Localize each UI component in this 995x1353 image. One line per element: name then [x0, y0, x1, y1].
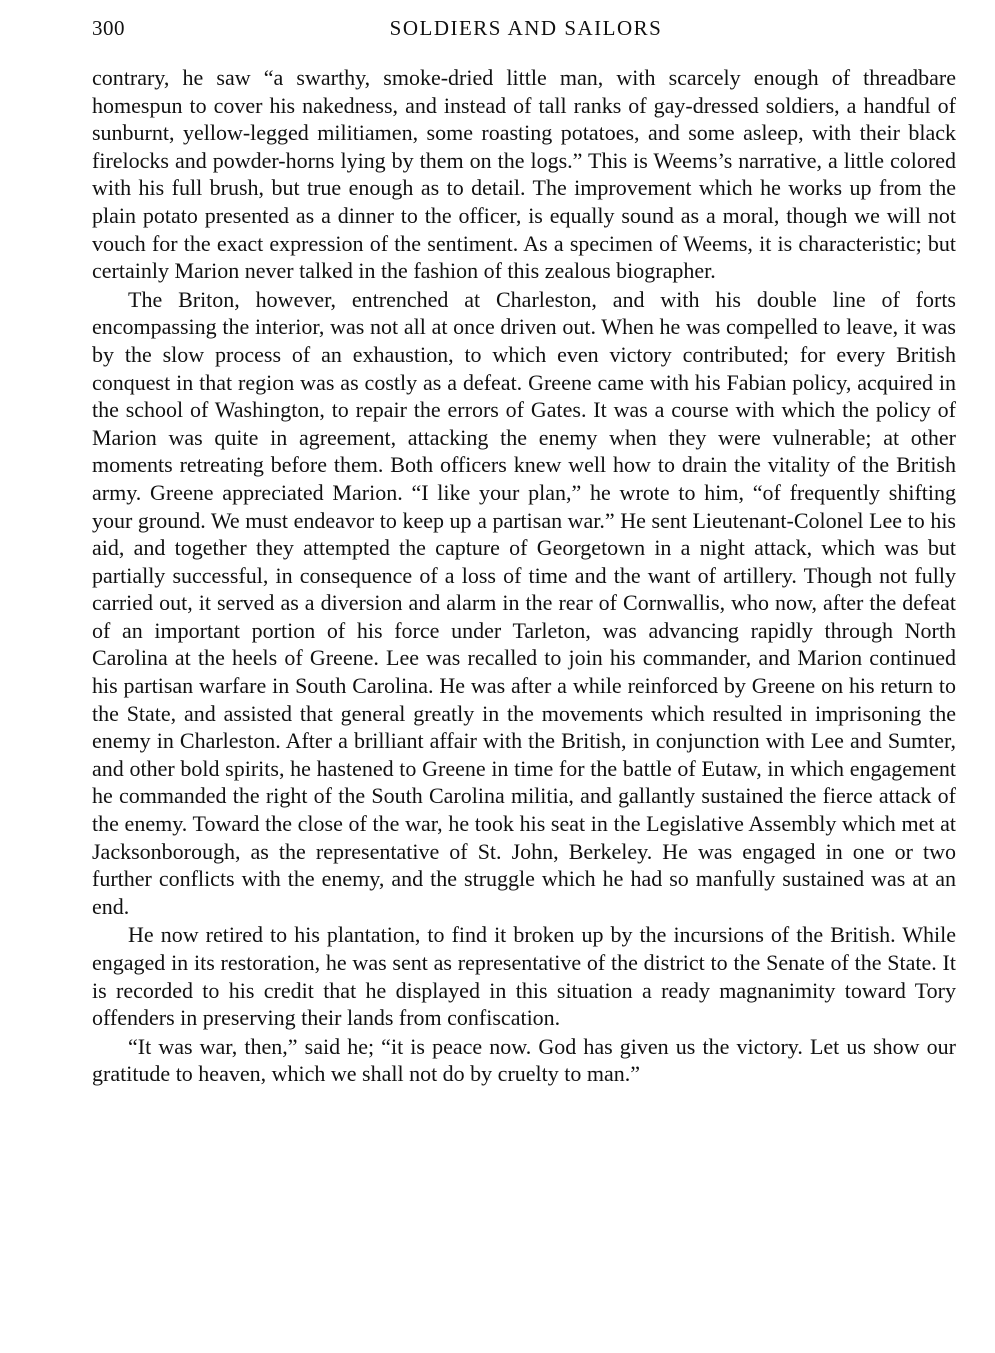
paragraph-retired-plantation: He now retired to his plantation, to find it broken up by the incursions of the British. While engaged in its restoration, he was sent as representative of the district to the Senate of the State. It is recorded to his credit that he displayed in this situation a ready magnanimity toward Tory offenders in preserving their lands from confiscation. [92, 922, 956, 1031]
running-head [92, 16, 960, 46]
paragraph-quote-peace: “It was war, then,” said he; “it is peace now. God has given us the victory. Let us show our gratitude to heaven, which we shall not do by cruelty to man.” [92, 1033, 956, 1087]
running-title: SOLDIERS AND SAILORS [389, 16, 663, 40]
body-text [92, 64, 956, 1088]
paragraph-continuation: contrary, he saw “a swarthy, smoke-dried little man, with scarcely enough of threadbare homespun to cover his nakedness, and instead of tall ranks of gay-dressed soldiers, a handful of sunburnt, yellow-legged militiamen, some roasting potatoes, and some asleep, with their black firelocks and powder-horns lying by them on the logs.” This is Weems’s narrative, a little colored with his full brush, but true enough as to detail. The improvement which he works up from the plain potato presented as a dinner to the officer, is equally sound as a moral, though we will not vouch for the exact expression of the sentiment. As a specimen of Weems, it is characteristic; but certainly Marion never talked in the fashion of this zealous biographer. [92, 65, 956, 284]
paragraph-briton-charleston: The Briton, however, entrenched at Charleston, and with his double line of forts encompassing the interior, was not all at once driven out. When he was compelled to leave, it was by the slow process of an exhaustion, to which even victory contributed; for every British conquest in that region was as costly as a defeat. Greene came with his Fabian policy, acquired in the school of Washington, to repair the errors of Gates. It was a course with which the policy of Marion was quite in agreement, attacking the enemy when they were vulnerable; at other moments retreating before them. Both officers knew well how to drain the vitality of the British army. Greene appreciated Marion. “I like your plan,” he wrote to him, “of frequently shifting your ground. We must endeavor to keep up a partisan war.” He sent Lieutenant-Colonel Lee to his aid, and together they attempted the capture of Georgetown in a night attack, which was but partially successful, in consequence of a loss of time and the want of artillery. Though not fully carried out, it served as a diversion and alarm in the rear of Cornwallis, who now, after the defeat of an important portion of his force under Tarleton, was advancing rapidly through North Carolina at the heels of Greene. Lee was recalled to join his commander, and Marion continued his partisan warfare in South Carolina. He was after a while reinforced by Greene on his return to the State, and assisted that general greatly in the movements which resulted in imprisoning the enemy in Charleston. After a brilliant affair with the British, in conjunction with Lee and Sumter, and other bold spirits, he hastened to Greene in time for the battle of Eutaw, in which engagement he commanded the right of the South Carolina militia, and gallantly sustained the fierce attack of the enemy. Toward the close of the war, he took his seat in the Legislative Assembly which met at Jacksonborough, as the representative of St. John, Berkeley. He was engaged in one or two further conflicts with the enemy, and the struggle which he had so manfully sustained was at an end. [92, 286, 956, 919]
page-number: 300 [92, 16, 125, 40]
